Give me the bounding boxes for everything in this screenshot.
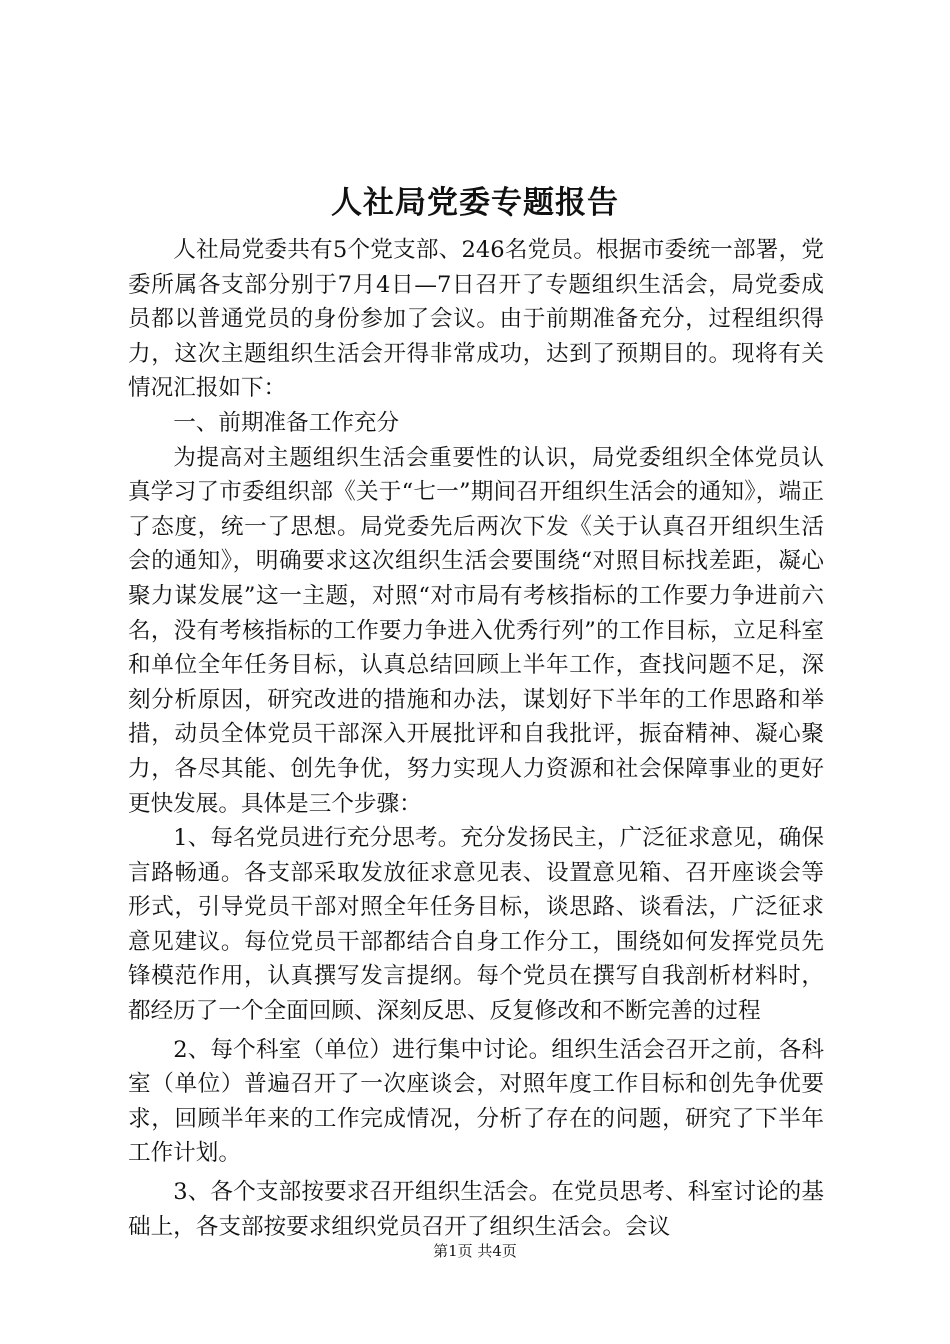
document-body <box>128 233 824 1244</box>
paragraph-intro: 人社局党委共有5个党支部、246名党员。根据市委统一部署，党委所属各支部分别于7月4日—7日召开了专题组织生活会，局党委成员都以普通党员的身份参加了会议。由于前期准备充分，过程组织得力，这次主题组织生活会开得非常成功，达到了预期目的。现将有关情况汇报如下： <box>128 237 824 402</box>
paragraph-step-1: 1、每名党员进行充分思考。充分发扬民主，广泛征求意见，确保言路畅通。各支部采取发放征求意见表、设置意见箱、召开座谈会等形式，引导党员干部对照全年任务目标，谈思路、谈看法，广泛征求意见建议。每位党员干部都结合自身工作分工，围绕如何发挥党员先锋模范作用，认真撰写发言提纲。每个党员在撰写自我剖析材料时，都经历了一个全面回顾、深刻反思、反复修改和不断完善的过程 <box>128 825 824 1025</box>
paragraph-step-2: 2、每个科室（单位）进行集中讨论。组织生活会召开之前，各科室（单位）普遍召开了一次座谈会，对照年度工作目标和创先争优要求，回顾半年来的工作完成情况，分析了存在的问题，研究了下半年工作计划。 <box>128 1036 824 1167</box>
paragraph-preparation: 为提高对主题组织生活会重要性的认识，局党委组织全体党员认真学习了市委组织部《关于“七一”期间召开组织生活会的通知》，端正了态度，统一了思想。局党委先后两次下发《关于认真召开组织生活会的通知》，明确要求这次组织生活会要围绕“对照目标找差距，凝心聚力谋发展”这一主题，对照“对市局有考核指标的工作要力争进前六名，没有考核指标的工作要力争进入优秀行列”的工作目标，立足科室和单位全年任务目标，认真总结回顾上半年工作，查找问题不足，深刻分析原因，研究改进的措施和办法，谋划好下半年的工作思路和举措，动员全体党员干部深入开展批评和自我批评，振奋精神、凝心聚力，各尽其能、创先争优，努力实现人力资源和社会保障事业的更好更快发展。具体是三个步骤： <box>128 444 824 817</box>
document-title: 人社局党委专题报告 <box>331 185 619 221</box>
paragraph-step-3: 3、各个支部按要求召开组织生活会。在党员思考、科室讨论的基础上，各支部按要求组织党员召开了组织生活会。会议 <box>128 1179 824 1240</box>
page-footer: 第1页 共4页 <box>433 1242 517 1260</box>
section-heading: 一、前期准备工作充分 <box>173 409 400 436</box>
